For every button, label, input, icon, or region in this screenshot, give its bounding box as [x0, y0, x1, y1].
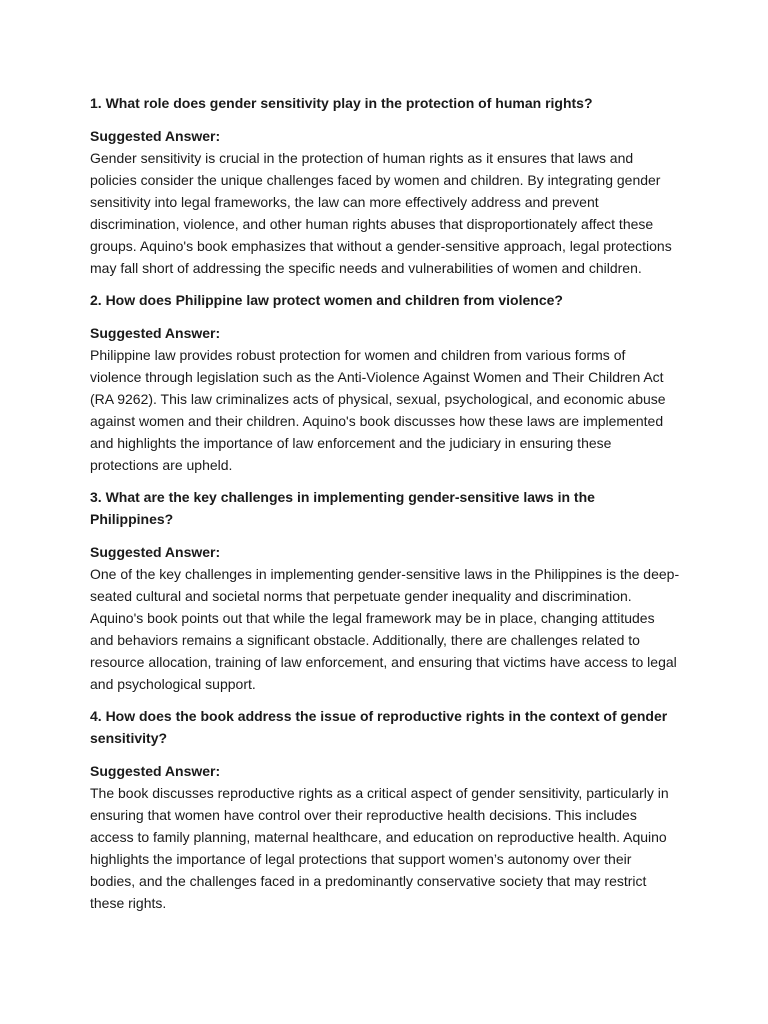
answer-text-2: Philippine law provides robust protection for women and children from various forms of violence through legislation such as the Anti-Violence Against Women and Their Children Act (RA 9262). This law criminalizes acts of physical, sexual, psychological, and economic abuse against women and their children. Aquino's book discusses how these laws are implemented and highlights the importance of law enforcement and the judiciary in ensuring these protections are upheld.	[90, 347, 666, 473]
document-page	[90, 92, 680, 924]
question-2: 2. How does Philippine law protect women and children from violence?	[90, 292, 563, 308]
answer-text-4: The book discusses reproductive rights as a critical aspect of gender sensitivity, particularly in ensuring that women have control over their reproductive health decisions. This includes access to family planning, maternal healthcare, and education on reproductive health. Aquino highlights the importance of legal protections that support women’s autonomy over their bodies, and the challenges faced in a predominantly conservative society that may restrict these rights.	[90, 785, 669, 911]
qa-block-1	[90, 92, 680, 279]
question-3: 3. What are the key challenges in implementing gender-sensitive laws in the Philippines?	[90, 489, 595, 527]
answer-text-1: Gender sensitivity is crucial in the protection of human rights as it ensures that laws and policies consider the unique challenges faced by women and children. By integrating gender sensitivity into legal frameworks, the law can more effectively address and prevent discrimination, violence, and other human rights abuses that disproportionately affect these groups. Aquino's book emphasizes that without a gender-sensitive approach, legal protections may fall short of addressing the specific needs and vulnerabilities of women and children.	[90, 150, 672, 276]
qa-block-4	[90, 705, 680, 914]
qa-block-3	[90, 486, 680, 695]
answer-text-3: One of the key challenges in implementing gender-sensitive laws in the Philippines is the deep-seated cultural and societal norms that perpetuate gender inequality and discrimination. Aquino's book points out that while the legal framework may be in place, changing attitudes and behaviors remains a significant obstacle. Additionally, there are challenges related to resource allocation, training of law enforcement, and ensuring that victims have access to legal and psychological support.	[90, 566, 680, 692]
qa-block-2	[90, 289, 680, 476]
answer-label-4: Suggested Answer:	[90, 763, 221, 779]
question-4: 4. How does the book address the issue of reproductive rights in the context of gender sensitivity?	[90, 708, 668, 746]
answer-label-3: Suggested Answer:	[90, 544, 221, 560]
question-1: 1. What role does gender sensitivity play in the protection of human rights?	[90, 95, 593, 111]
answer-label-1: Suggested Answer:	[90, 128, 221, 144]
answer-label-2: Suggested Answer:	[90, 325, 221, 341]
